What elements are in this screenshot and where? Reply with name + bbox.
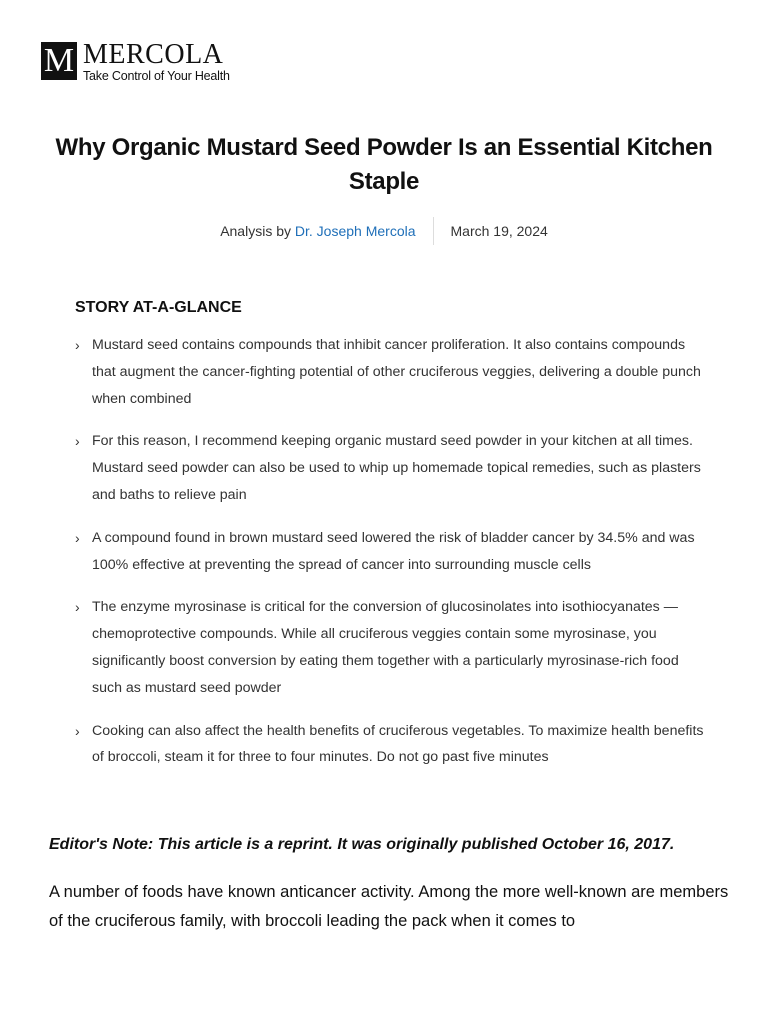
logo-mark-icon: M [41, 42, 77, 80]
chevron-right-icon: › [75, 599, 80, 616]
logo-name: MERCOLA [83, 39, 224, 70]
glance-list [75, 332, 705, 771]
author-link[interactable]: Dr. Joseph Mercola [294, 223, 416, 239]
chevron-right-icon: › [75, 722, 80, 739]
byline-prefix: Analysis by [220, 223, 291, 239]
glance-item-text: For this reason, I recommend keeping organic mustard seed powder in your kitchen at all times. Mustard seed powder can also be used to whip up homemade topical remedies, such as plasters and baths to relieve pain [92, 433, 701, 503]
logo-text [83, 39, 230, 83]
article-title: Why Organic Mustard Seed Powder Is an Essential Kitchen Staple [55, 134, 713, 195]
glance-item [75, 428, 705, 508]
publish-date: March 19, 2024 [450, 223, 548, 239]
byline-divider [433, 217, 434, 245]
glance-item-text: Cooking can also affect the health benefits of cruciferous vegetables. To maximize health benefits of broccoli, steam it for three to four minutes. Do not go past five minutes [92, 722, 704, 766]
glance-heading: STORY AT-A-GLANCE [75, 299, 242, 316]
editor-note: Editor's Note: This article is a reprint. It was originally published October 16, 2017. [49, 836, 675, 853]
article-paragraph: A number of foods have known anticancer activity. Among the more well-known are members of the cruciferous family, with broccoli leading the pack when it comes to [49, 883, 729, 930]
story-at-a-glance [75, 296, 705, 787]
byline [0, 217, 768, 245]
glance-item-text: A compound found in brown mustard seed lowered the risk of bladder cancer by 34.5% and was 100% effective at preventing the spread of cancer into surrounding muscle cells [92, 529, 695, 573]
glance-item-text: The enzyme myrosinase is critical for the conversion of glucosinolates into isothiocyanates — chemoprotective compounds. While all cruciferous veggies contain some myrosinase, you significantly boost conversion by eating them together with a particularly myrosinase-rich food such as mustard seed powder [92, 599, 679, 696]
glance-item-text: Mustard seed contains compounds that inhibit cancer proliferation. It also contains compounds that augment the cancer-fighting potential of other cruciferous veggies, delivering a double punch when combined [92, 337, 701, 407]
chevron-right-icon: › [75, 433, 80, 450]
logo-tagline: Take Control of Your Health [83, 69, 230, 83]
glance-item [75, 332, 705, 412]
glance-item [75, 525, 705, 579]
glance-item [75, 718, 705, 772]
glance-item [75, 594, 705, 701]
site-logo[interactable] [41, 39, 230, 83]
chevron-right-icon: › [75, 337, 80, 353]
chevron-right-icon: › [75, 529, 80, 546]
